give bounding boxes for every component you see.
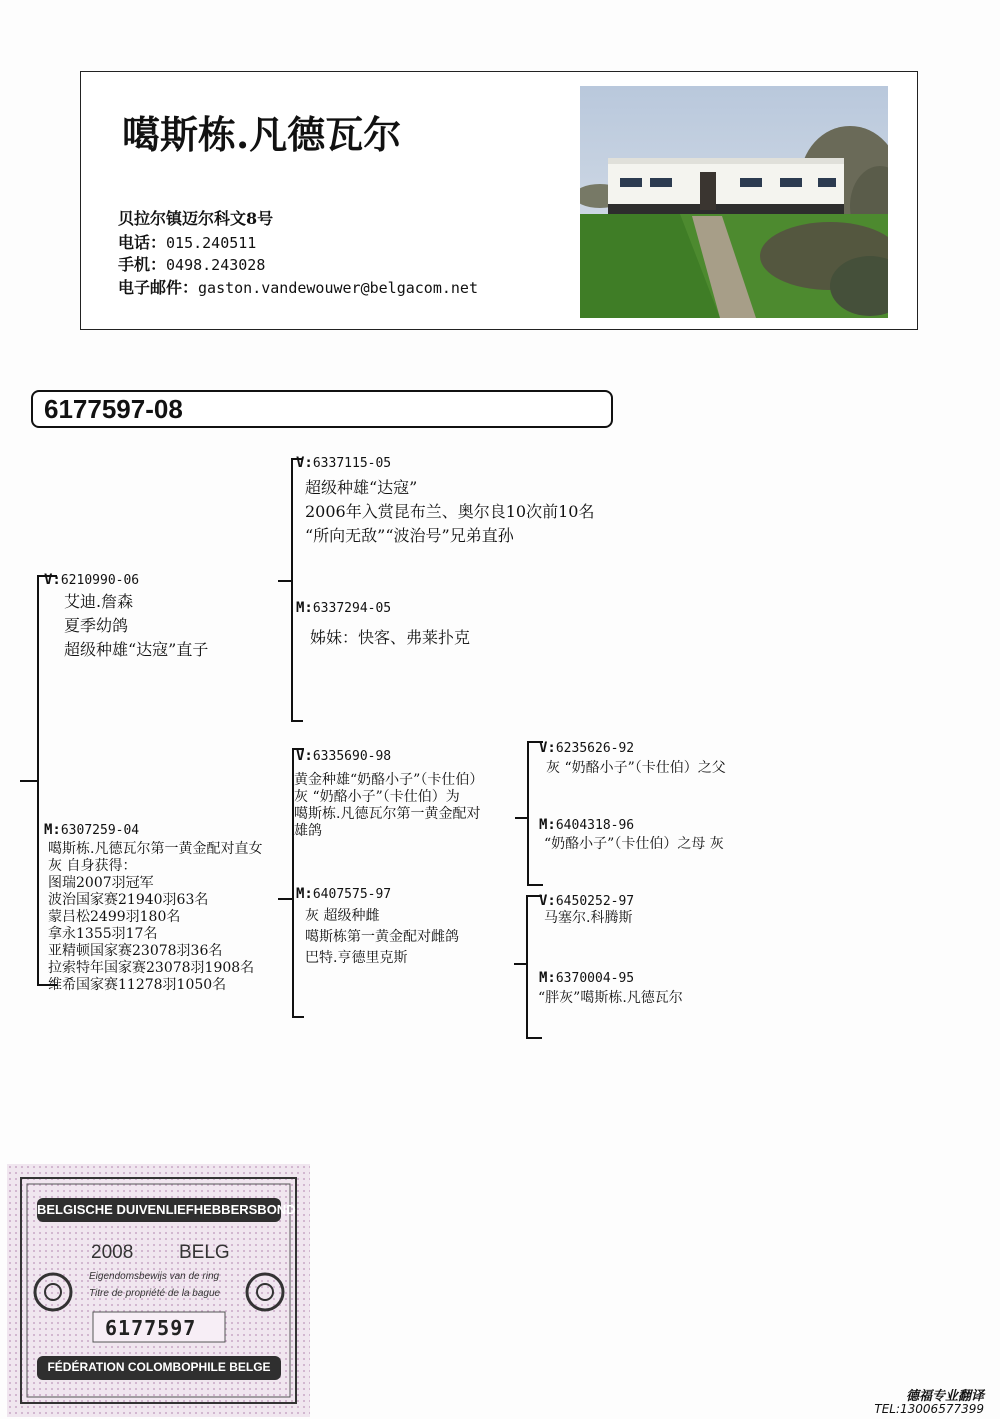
dam-dam-info: 灰 超级种雌 噶斯栋第一黄金配对雌鸽 巴特.亨德里克斯 <box>305 908 459 966</box>
ddam-dam-label: M:6370004-95 <box>539 970 635 986</box>
ring-card-year: 2008 <box>91 1242 134 1263</box>
dam-sire-label: V:6335690-98 <box>296 748 392 764</box>
ddam-dam-info: “胖灰”噶斯栋.凡德瓦尔 <box>538 990 683 1006</box>
ddam-sire-label: V:6450252-97 <box>539 893 635 909</box>
email-value: gaston.vandewouwer@belgacom.net <box>198 279 478 297</box>
ring-card-bottom-banner: FÉDÉRATION COLOMBOPHILE BELGE <box>47 1360 271 1374</box>
address: 贝拉尔镇迈尔科文8号 <box>118 209 274 228</box>
ddam-sire-info: 马塞尔.科腾斯 <box>544 910 633 926</box>
loft-photo <box>580 86 888 318</box>
owner-name: 噶斯栋.凡德瓦尔 <box>122 112 402 157</box>
dsire-sire-label: V:6235626-92 <box>539 740 635 756</box>
ring-card-line1: Eigendomsbewijs van de ring <box>89 1271 220 1282</box>
mobile-line: 手机：0498.243028 <box>118 255 266 274</box>
translator-brand: 德福专业翻译 <box>905 1389 984 1404</box>
ring-card-country: BELG <box>179 1242 230 1263</box>
sire-label: V:6210990-06 <box>44 572 140 588</box>
sire-sire-label: V:6337115-05 <box>296 455 392 471</box>
ring-number: 6177597-08 <box>44 394 183 424</box>
ring-ownership-card <box>7 1164 310 1417</box>
dsire-dam-label: M:6404318-96 <box>539 817 635 833</box>
sire-info: 艾迪.詹森 夏季幼鸽 超级种雄“达寇”直子 <box>64 592 209 659</box>
dam-sire-info: 黄金种雄“奶酪小子”（卡仕伯） 灰 “奶酪小子”（卡仕伯）为 噶斯栋.凡德瓦尔第一黄金配对 雄鸽 <box>294 772 484 839</box>
dam-dam-label: M:6407575-97 <box>296 886 392 902</box>
dsire-dam-info: “奶酪小子”（卡仕伯）之母 灰 <box>544 836 724 852</box>
dam-label: M:6307259-04 <box>44 822 140 838</box>
dam-info: 噶斯栋.凡德瓦尔第一黄金配对直女 灰 自身获得： 图瑞2007羽冠军 波治国家赛21940羽63名 蒙吕松2499羽180名 拿永1355羽17名 亚精顿国家赛23078羽36名 拉索特年国家赛23078羽1908名 维希国家赛11278羽1050名 <box>48 841 263 993</box>
mobile-value: 0498.243028 <box>166 256 266 274</box>
phone-value: 015.240511 <box>166 234 257 252</box>
sire-dam-info: 姊妹：快客、弗莱扑克 <box>310 628 471 647</box>
sire-dam-label: M:6337294-05 <box>296 600 392 616</box>
email-line: 电子邮件：gaston.vandewouwer@belgacom.net <box>118 278 478 297</box>
dsire-sire-info: 灰 “奶酪小子”（卡仕伯）之父 <box>546 760 726 776</box>
phone-line: 电话：015.240511 <box>118 233 257 252</box>
ring-card-number: 6177597 <box>105 1316 197 1340</box>
ring-card-top-banner: BELGISCHE DUIVENLIEFHEBBERSBOND <box>37 1202 296 1217</box>
ring-card-line2: Titre de propriété de la bague <box>89 1288 221 1299</box>
sire-sire-info: 超级种雄“达寇” 2006年入赏昆布兰、奥尔良10次前10名 “所向无敌”“波治号”兄弟直孙 <box>305 478 595 545</box>
translator-phone: TEL:13006577399 <box>874 1402 984 1416</box>
